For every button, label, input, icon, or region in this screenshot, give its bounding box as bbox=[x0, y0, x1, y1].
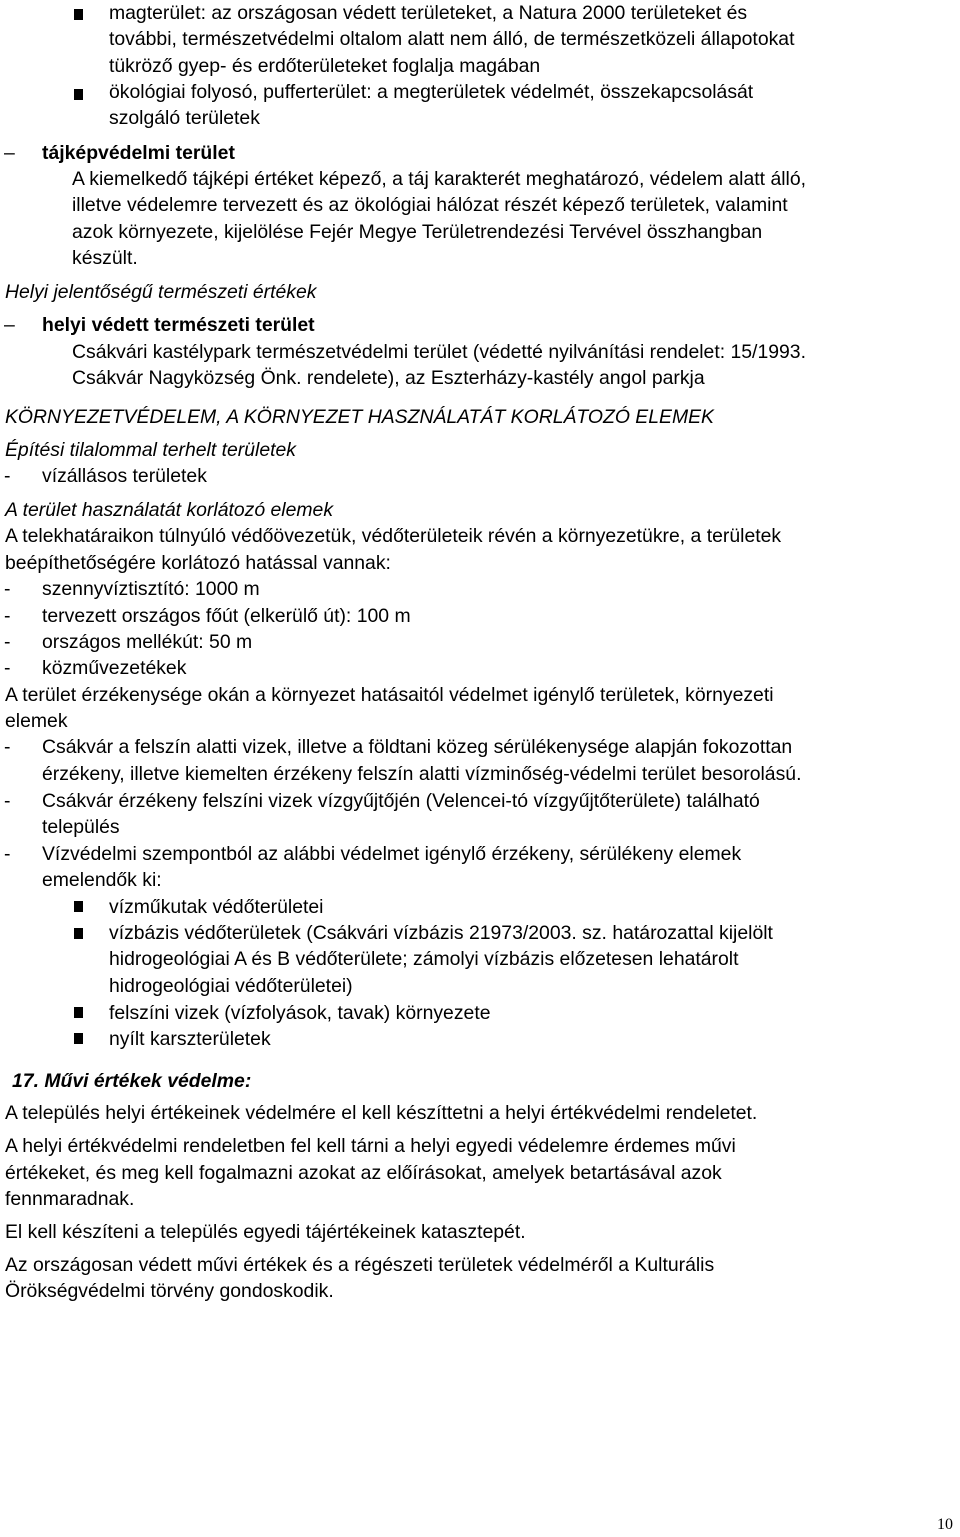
bullet-square-icon bbox=[74, 1033, 83, 1044]
text-line: hidrogeológiai A és B védőterülete; zámolyi vízbázis előzetesen lehatárolt bbox=[109, 948, 739, 970]
text-line: illetve védelemre tervezett és az ökológiai hálózat részét képező területek, valamint bbox=[72, 194, 788, 216]
text-line: Csákvár érzékeny felszíni vizek vízgyűjtőjén (Velencei-tó vízgyűjtőterülete) található bbox=[42, 790, 760, 812]
text-line: ökológiai folyosó, pufferterület: a megterületek védelmét, összekapcsolását bbox=[109, 81, 754, 103]
text-line: azok környezete, kijelölése Fejér Megye Területrendezési Tervével összhangban bbox=[72, 221, 763, 243]
dash-marker: - bbox=[4, 843, 11, 865]
text-line: szennyvíztisztító: 1000 m bbox=[42, 578, 260, 600]
text-line: vízműkutak védőterületei bbox=[109, 896, 324, 918]
text-line: országos mellékút: 50 m bbox=[42, 631, 253, 653]
text-line: vízbázis védőterületek (Csákvári vízbázis 21973/2003. sz. határozattal kijelölt bbox=[109, 922, 773, 944]
text-line: tervezett országos főút (elkerülő út): 100 m bbox=[42, 605, 411, 627]
bullet-square-icon bbox=[74, 1007, 83, 1018]
text-line: elemek bbox=[5, 710, 68, 732]
section-title: Építési tilalommal terhelt területek bbox=[5, 439, 296, 461]
text-line: A kiemelkedő tájképi értéket képező, a táj karakterét meghatározó, védelem alatt álló, bbox=[72, 168, 807, 190]
text-line: hidrogeológiai védőterületei) bbox=[109, 975, 353, 997]
section-title: KÖRNYEZETVÉDELEM, A KÖRNYEZET HASZNÁLATÁT KORLÁTOZÓ ELEMEK bbox=[5, 406, 714, 428]
section-title: A terület használatát korlátozó elemek bbox=[5, 499, 334, 521]
dash-marker: - bbox=[4, 631, 11, 653]
text-line: Örökségvédelmi törvény gondoskodik. bbox=[5, 1280, 334, 1302]
section-heading: 17. Művi értékek védelme: bbox=[12, 1070, 252, 1092]
text-line: Vízvédelmi szempontból az alábbi védelmet igénylő érzékeny, sérülékeny elemek bbox=[42, 843, 742, 865]
text-line: beépíthetőségére korlátozó hatással vannak: bbox=[5, 552, 391, 574]
text-line: érzékeny, illetve kiemelten érzékeny felszín alatti vízminőség-védelmi terület besorolású. bbox=[42, 763, 802, 785]
dash-marker: - bbox=[4, 465, 11, 487]
text-line: tükröző gyep- és erdőterületeket foglalja magában bbox=[109, 55, 541, 77]
text-line: A telekhatáraikon túlnyúló védőövezetük, védőterületeik révén a környezetükre, a területek bbox=[5, 525, 782, 547]
dash-marker: - bbox=[4, 578, 11, 600]
page-number: 10 bbox=[937, 1516, 953, 1533]
text-line: felszíni vizek (vízfolyások, tavak) környezete bbox=[109, 1002, 491, 1024]
text-line: Csákvár a felszín alatti vizek, illetve a földtani közeg sérülékenysége alapján fokozottan bbox=[42, 736, 793, 758]
text-line: A település helyi értékeinek védelmére el kell készíttetni a helyi értékvédelmi rendeletet. bbox=[5, 1102, 758, 1124]
text-line: közművezetékek bbox=[42, 657, 187, 679]
section-heading: helyi védett természeti terület bbox=[42, 314, 315, 336]
text-line: Az országosan védett művi értékek és a régészeti területek védelméről a Kulturális bbox=[5, 1254, 715, 1276]
dash-marker: - bbox=[4, 790, 11, 812]
text-line: A helyi értékvédelmi rendeletben fel kell tárni a helyi egyedi védelemre érdemes művi bbox=[5, 1135, 736, 1157]
text-line: település bbox=[42, 816, 120, 838]
text-line: A terület érzékenysége okán a környezet hatásaitól védelmet igénylő területek, környezeti bbox=[5, 684, 774, 706]
dash-marker: – bbox=[4, 314, 15, 336]
dash-marker: - bbox=[4, 605, 11, 627]
section-heading: tájképvédelmi terület bbox=[42, 142, 235, 164]
text-line: El kell készíteni a település egyedi tájértékeinek katasztерét. bbox=[5, 1221, 526, 1243]
bullet-square-icon bbox=[74, 89, 83, 100]
text-line: értékeket, és meg kell fogalmazni azokat az előírásokat, amelyek betartásával azok bbox=[5, 1162, 722, 1184]
section-title: Helyi jelentőségű természeti értékek bbox=[5, 281, 317, 303]
dash-marker: – bbox=[4, 142, 15, 164]
text-line: készült. bbox=[72, 247, 138, 269]
text-line: vízállásos területek bbox=[42, 465, 207, 487]
text-line: magterület: az országosan védett területeket, a Natura 2000 területeket és bbox=[109, 2, 748, 24]
dash-marker: - bbox=[4, 736, 11, 758]
bullet-square-icon bbox=[74, 901, 83, 912]
text-line: Csákvár Nagyközség Önk. rendelete), az Eszterházy-kastély angol parkja bbox=[72, 367, 705, 389]
text-line: fennmaradnak. bbox=[5, 1188, 135, 1210]
text-line: nyílt karszterületek bbox=[109, 1028, 271, 1050]
dash-marker: - bbox=[4, 657, 11, 679]
text-line: további, természetvédelmi oltalom alatt nem álló, de természetközeli állapotokat bbox=[109, 28, 795, 50]
text-line: szolgáló területek bbox=[109, 107, 260, 129]
bullet-square-icon bbox=[74, 9, 83, 20]
text-line: emelendők ki: bbox=[42, 869, 162, 891]
bullet-square-icon bbox=[74, 928, 83, 939]
text-line: Csákvári kastélypark természetvédelmi terület (védetté nyilvánítási rendelet: 15/1993. bbox=[72, 341, 806, 363]
